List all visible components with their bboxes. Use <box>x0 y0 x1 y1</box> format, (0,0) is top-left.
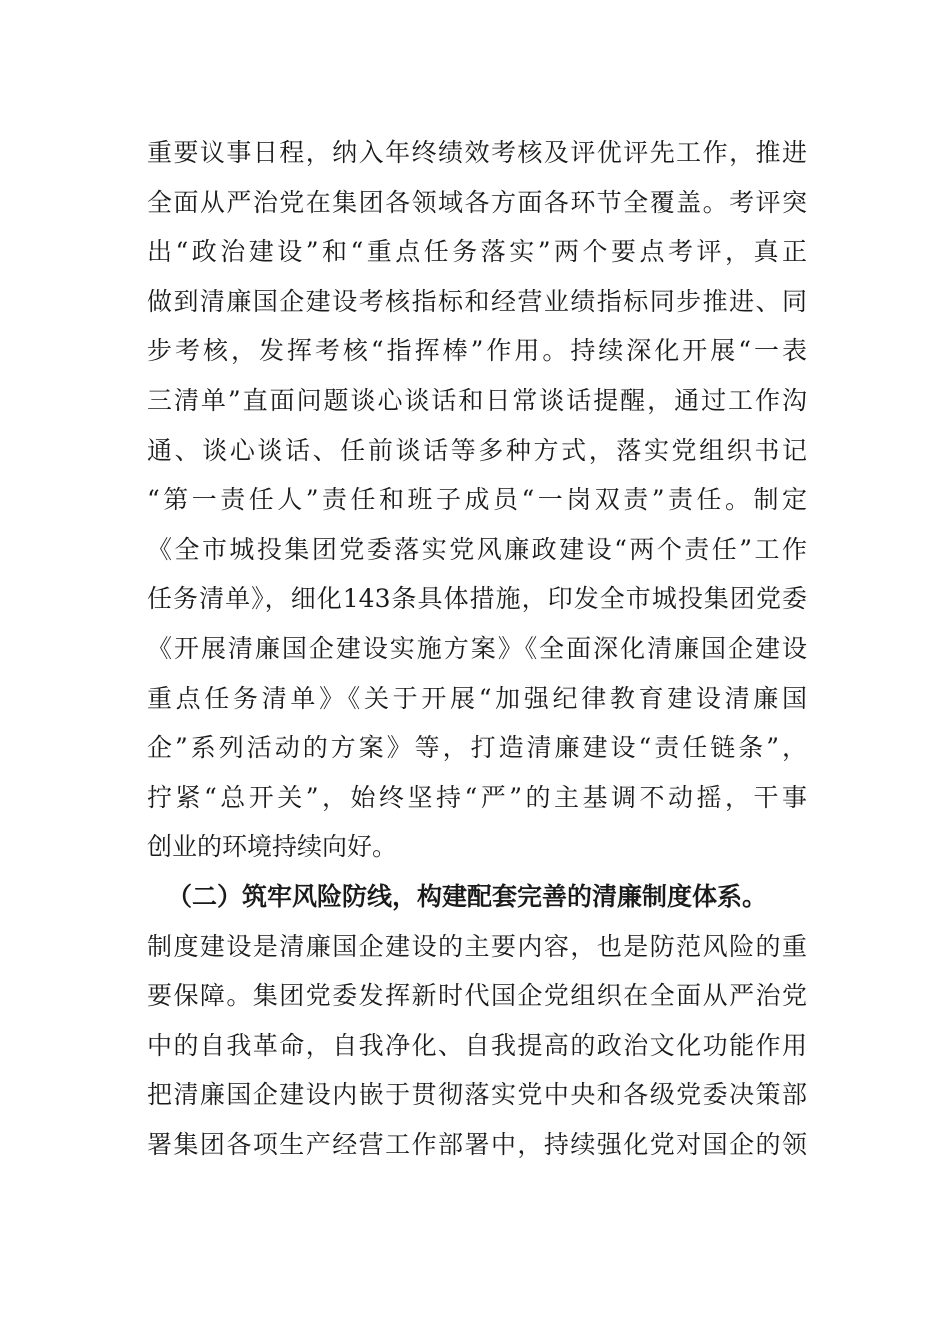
body-text-line: 制度建设是清廉国企建设的主要内容，也是防范风险的重 <box>147 931 807 961</box>
body-text-line: 通、谈心谈话、任前谈话等多种方式，落实党组织书记 <box>147 435 807 465</box>
body-text-line: 出“政治建设”和“重点任务落实”两个要点考评，真正 <box>147 237 807 267</box>
body-text-line: 中的自我革命，自我净化、自我提高的政治文化功能作用 <box>147 1030 807 1060</box>
body-text-line: “第一责任人”责任和班子成员“一岗双责”责任。制定 <box>147 485 807 515</box>
body-text-line: 《开展清廉国企建设实施方案》《全面深化清廉国企建设 <box>147 633 807 663</box>
body-text-line: 创业的环境持续向好。 <box>147 832 398 862</box>
body-text-line: 做到清廉国企建设考核指标和经营业绩指标同步推进、同 <box>147 286 807 316</box>
body-text-line: 步考核，发挥考核“指挥棒”作用。持续深化开展“一表 <box>147 336 807 366</box>
body-text-line: 企”系列活动的方案》等，打造清廉建设“责任链条”， <box>147 733 807 763</box>
body-text-line: 署集团各项生产经营工作部署中，持续强化党对国企的领 <box>147 1129 807 1159</box>
body-text-line: 拧紧“总开关”，始终坚持“严”的主基调不动摇，干事 <box>147 782 807 812</box>
document-body <box>147 128 807 1169</box>
body-text-line: 重要议事日程，纳入年终绩效考核及评优评先工作，推进 <box>147 138 807 167</box>
body-text-line: 全面从严治党在集团各领域各方面各环节全覆盖。考评突 <box>147 187 807 217</box>
section-heading: （二）筑牢风险防线，构建配套完善的清廉制度体系。 <box>167 881 768 911</box>
body-text-line: 任务清单》，细化143条具体措施，印发全市城投集团党委 <box>147 584 807 614</box>
body-text-line: 把清廉国企建设内嵌于贯彻落实党中央和各级党委决策部 <box>147 1080 807 1110</box>
body-text-line: 三清单”直面问题谈心谈话和日常谈话提醒，通过工作沟 <box>147 385 807 415</box>
body-text-line: 要保障。集团党委发挥新时代国企党组织在全面从严治党 <box>147 981 807 1011</box>
body-text-line: 重点任务清单》《关于开展“加强纪律教育建设清廉国 <box>147 683 807 713</box>
body-text-line: 《全市城投集团党委落实党风廉政建设“两个责任”工作 <box>147 534 807 564</box>
